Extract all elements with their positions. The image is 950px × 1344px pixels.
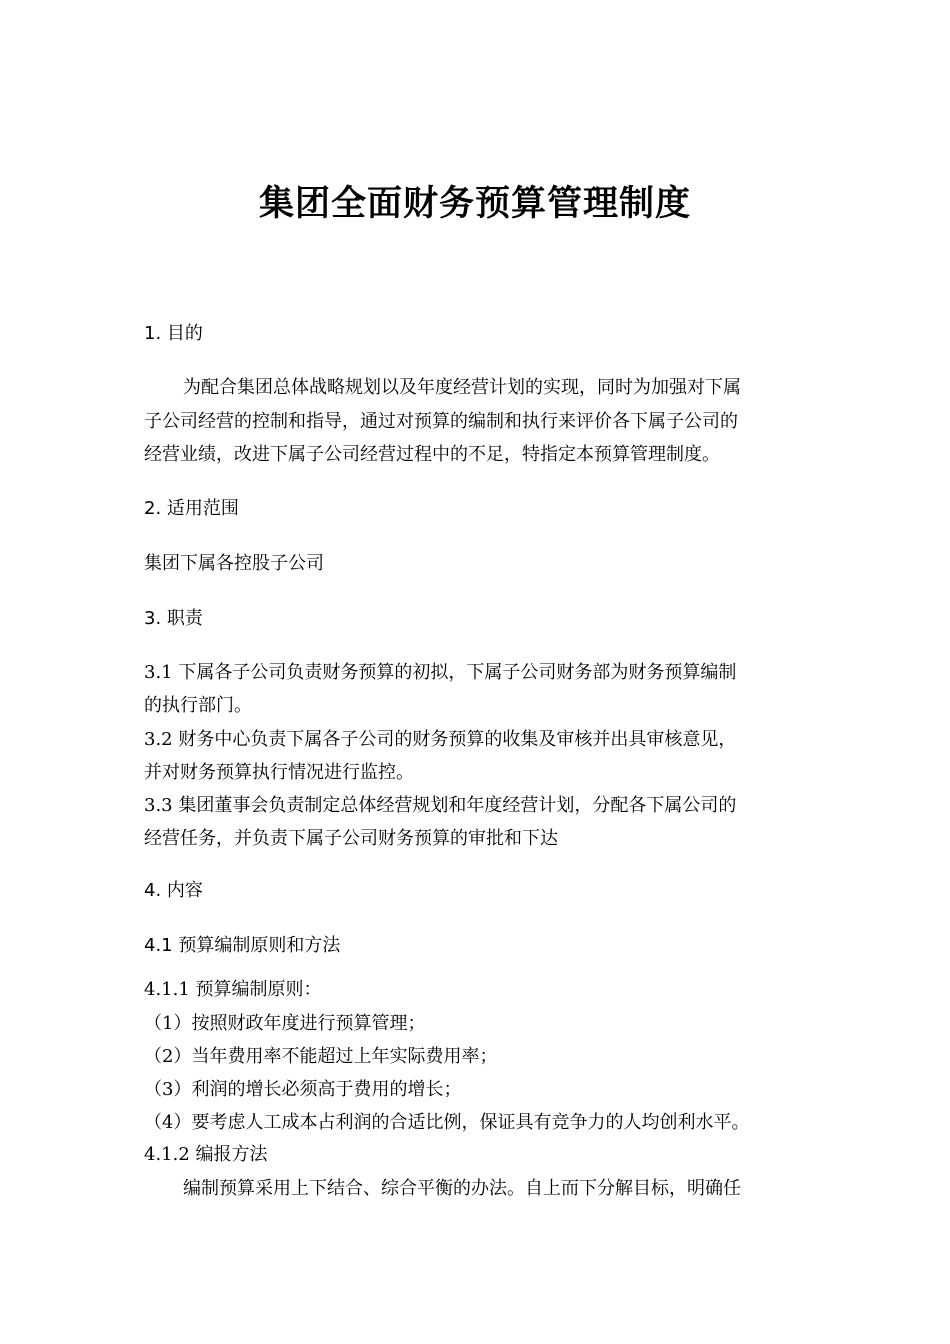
section-4-1-heading: 4.1 预算编制原则和方法 (144, 935, 341, 956)
section-1-paragraph-line-1: 为配合集团总体战略规划以及年度经营计划的实现，同时为加强对下属 (183, 377, 741, 398)
section-1-paragraph-line-2: 子公司经营的控制和指导，通过对预算的编制和执行来评价各下属子公司的 (144, 411, 738, 432)
section-4-1-2-heading: 4.1.2 编报方法 (144, 1144, 268, 1165)
section-3-1-line-2: 的执行部门。 (144, 695, 252, 716)
section-3-3-line-1: 3.3 集团董事会负责制定总体经营规划和年度经营计划，分配各下属公司的 (144, 795, 737, 816)
section-1-heading: 1. 目的 (144, 323, 203, 344)
section-4-1-2-text: 编制预算采用上下结合、综合平衡的办法。自上而下分解目标，明确任 (183, 1178, 741, 1199)
section-4-1-1-heading: 4.1.1 预算编制原则： (144, 979, 322, 1000)
section-3-2-line-2: 并对财务预算执行情况进行监控。 (144, 762, 414, 783)
document-title: 集团全面财务预算管理制度 (258, 184, 691, 224)
principle-item-2: （2）当年费用率不能超过上年实际费用率； (144, 1046, 498, 1067)
section-3-heading: 3. 职责 (144, 608, 203, 629)
section-4-heading: 4. 内容 (144, 880, 203, 901)
section-2-heading: 2. 适用范围 (144, 498, 239, 519)
section-3-2-line-1: 3.2 财务中心负责下属各子公司的财务预算的收集及审核并出具审核意见， (144, 729, 737, 750)
principle-item-3: （3）利润的增长必须高于费用的增长； (144, 1079, 462, 1100)
principle-item-4: （4）要考虑人工成本占利润的合适比例，保证具有竞争力的人均创利水平。 (144, 1112, 750, 1133)
section-3-3-line-2: 经营任务，并负责下属子公司财务预算的审批和下达 (144, 828, 558, 849)
section-1-paragraph-line-3: 经营业绩，改进下属子公司经营过程中的不足，特指定本预算管理制度。 (144, 444, 720, 465)
principle-item-1: （1）按照财政年度进行预算管理； (144, 1013, 426, 1034)
section-2-text: 集团下属各控股子公司 (144, 553, 324, 574)
section-3-1-line-1: 3.1 下属各子公司负责财务预算的初拟，下属子公司财务部为财务预算编制 (144, 662, 737, 683)
